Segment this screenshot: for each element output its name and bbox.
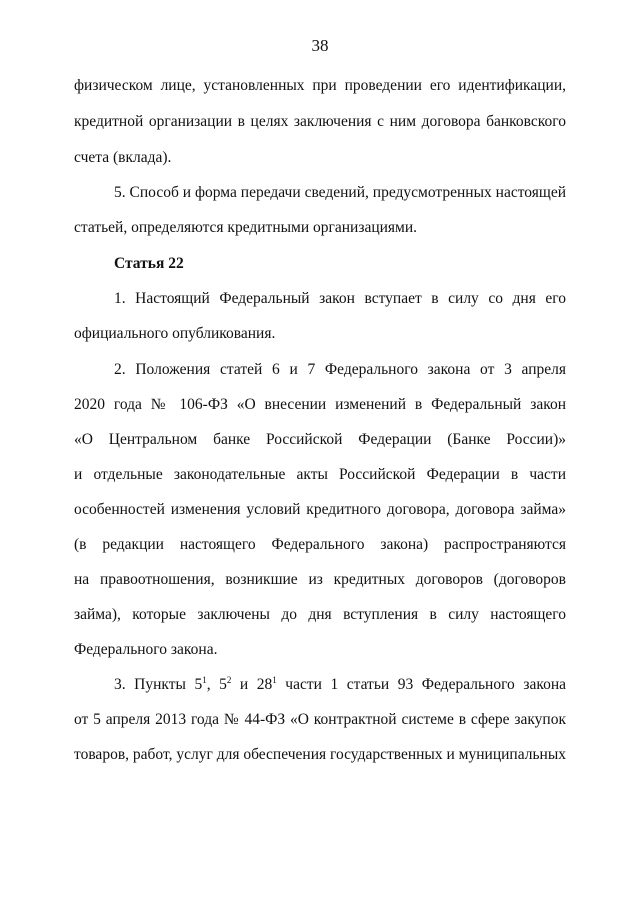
text-line: 5. Способ и форма передачи сведений, предусмотренных настоящей	[114, 184, 566, 201]
text-line: и отдельные законодательные акты Российской Федерации в части	[74, 466, 566, 483]
text-line: статьей, определяются кредитными организациями.	[74, 219, 418, 236]
text-run: , 5	[206, 676, 227, 693]
text-line: кредитной организации в целях заключения с ним договора банковского	[74, 113, 566, 130]
text-run: 3. Пункты 5	[114, 676, 203, 693]
text-line: (в редакции настоящего Федерального закона) распространяются	[74, 536, 566, 553]
text-line: особенностей изменения условий кредитного договора, договора займа»	[74, 501, 566, 518]
text-line: товаров, работ, услуг для обеспечения государственных и муниципальных	[74, 746, 566, 763]
text-line: от 5 апреля 2013 года № 44-ФЗ «О контрактной системе в сфере закупок	[74, 711, 566, 728]
text-line: «О Центральном банке Российской Федерации (Банке России)»	[74, 431, 566, 448]
text-line	[114, 675, 566, 695]
superscript: 2	[226, 675, 232, 685]
text-line: 2. Положения статей 6 и 7 Федерального закона от 3 апреля	[114, 361, 566, 378]
text-line: 1. Настоящий Федеральный закон вступает в силу со дня его	[114, 290, 566, 307]
text-line: счета (вклада).	[74, 149, 172, 166]
text-line: на правоотношения, возникшие из кредитных договоров (договоров	[74, 571, 566, 588]
text-run: и 28	[231, 676, 273, 693]
text-line: официального опубликования.	[74, 325, 276, 342]
page-number: 38	[311, 36, 329, 55]
text-line: физическом лице, установленных при проведении его идентификации,	[74, 77, 566, 94]
text-run: части 1 статьи 93 Федерального закона	[276, 676, 566, 693]
text-line: 2020 года № 106-ФЗ «О внесении изменений в Федеральный закон	[74, 396, 566, 413]
text-line: Федерального закона.	[74, 641, 218, 658]
article-heading: Статья 22	[114, 255, 184, 272]
superscript: 1	[272, 675, 277, 685]
superscript: 1	[202, 675, 207, 685]
text-line: займа), которые заключены до дня вступления в силу настоящего	[74, 606, 566, 623]
